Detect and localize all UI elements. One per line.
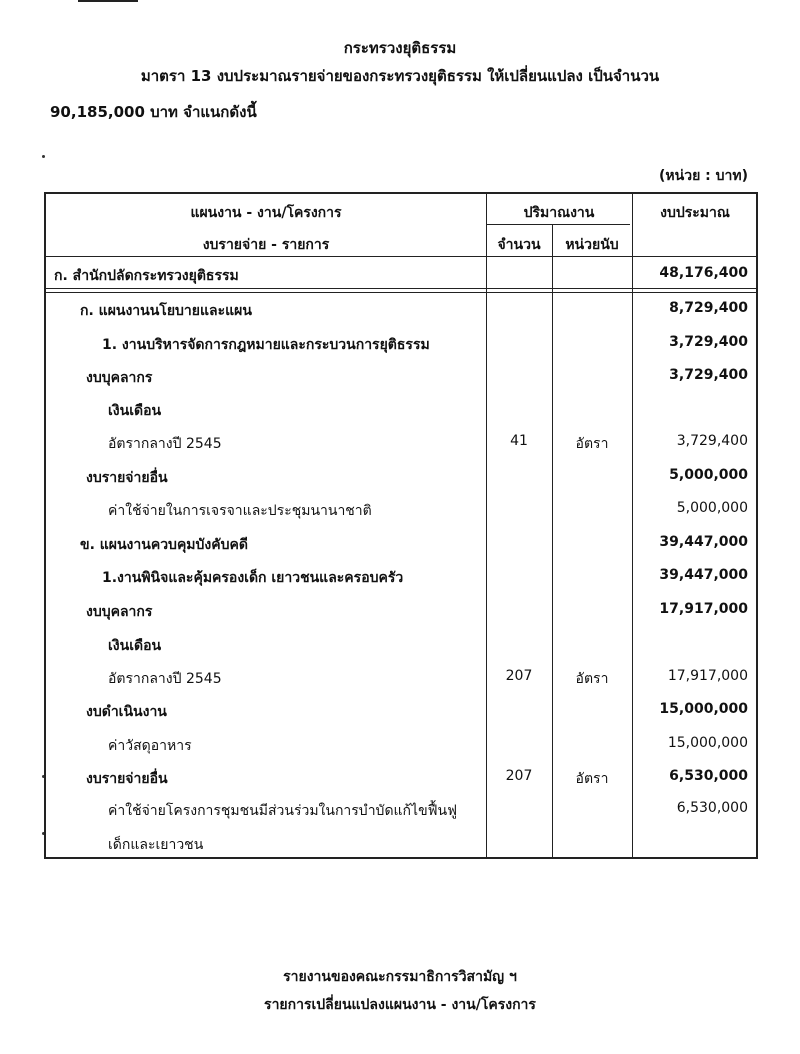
header-divider <box>486 224 630 225</box>
row-label: ค่าวัสดุอาหาร <box>108 738 192 754</box>
row-label: ค่าใช้จ่ายโครงการชุมชนมีส่วนร่วมในการบำบัดแก้ไขฟื้นฟู <box>108 803 458 819</box>
row-label: 1. งานบริหารจัดการกฎหมายและกระบวนการยุติธรรม <box>102 337 430 353</box>
summary-label: ก. สำนักปลัดกระทรวงยุติธรรม <box>54 268 239 284</box>
row-unit: อัตรา <box>575 436 609 452</box>
header-quantity: จำนวน <box>497 237 541 253</box>
row-label: อัตรากลางปี 2545 <box>108 671 222 687</box>
budget-table <box>44 192 758 859</box>
row-label: งบบุคลากร <box>86 604 153 620</box>
header-plan-project: แผนงาน - งาน/โครงการ <box>190 205 342 221</box>
summary-bottom-rule <box>46 288 756 289</box>
summary-bottom-rule-double <box>46 292 756 293</box>
column-divider <box>486 194 487 857</box>
row-label: งบรายจ่ายอื่น <box>86 771 168 787</box>
row-amount: 6,530,000 <box>669 768 748 784</box>
row-quantity: 207 <box>505 768 533 784</box>
row-label: อัตรากลางปี 2545 <box>108 436 222 452</box>
row-quantity: 41 <box>510 433 528 449</box>
row-label: เงินเดือน <box>108 403 162 419</box>
row-amount: 17,917,000 <box>667 668 748 684</box>
row-unit: อัตรา <box>575 671 609 687</box>
scan-speck <box>42 155 45 158</box>
row-label: ก. แผนงานนโยบายและแผน <box>80 303 252 319</box>
section-heading: มาตรา 13 งบประมาณรายจ่ายของกระทรวงยุติธรรม ให้เปลี่ยนแปลง เป็นจำนวน <box>140 67 660 85</box>
ministry-heading: กระทรวงยุติธรรม <box>343 39 457 57</box>
column-divider <box>632 194 633 857</box>
row-amount: 17,917,000 <box>659 601 748 617</box>
row-label: 1.งานพินิจและคุ้มครองเด็ก เยาวชนและครอบครัว <box>102 570 404 586</box>
row-label: งบรายจ่ายอื่น <box>86 470 168 486</box>
summary-amount: 48,176,400 <box>659 265 748 281</box>
row-label: งบบุคลากร <box>86 370 153 386</box>
row-label: เด็กและเยาวชน <box>108 837 204 853</box>
row-amount: 8,729,400 <box>669 300 748 316</box>
header-budget: งบประมาณ <box>660 205 730 221</box>
total-amount-heading: 90,185,000 บาท จำแนกดังนี้ <box>50 103 257 121</box>
row-amount: 15,000,000 <box>667 735 748 751</box>
row-amount: 3,729,400 <box>669 334 748 350</box>
row-amount: 5,000,000 <box>669 467 748 483</box>
row-label: ค่าใช้จ่ายในการเจรจาและประชุมนานาชาติ <box>108 503 372 519</box>
column-divider <box>552 224 553 857</box>
top-rule <box>78 0 138 2</box>
row-amount: 6,530,000 <box>676 800 748 816</box>
footer-committee-report: รายงานของคณะกรรมาธิการวิสามัญ ฯ <box>283 969 517 985</box>
header-unit: หน่วยนับ <box>565 237 619 253</box>
header-bottom-rule <box>46 256 756 257</box>
footer-change-list: รายการเปลี่ยนแปลงแผนงาน - งาน/โครงการ <box>264 997 536 1013</box>
row-quantity: 207 <box>505 668 533 684</box>
row-amount: 15,000,000 <box>659 701 748 717</box>
row-amount: 3,729,400 <box>669 367 748 383</box>
row-amount: 39,447,000 <box>659 567 748 583</box>
row-amount: 3,729,400 <box>676 433 748 449</box>
header-workload: ปริมาณงาน <box>523 205 595 221</box>
row-unit: อัตรา <box>575 771 609 787</box>
row-label: เงินเดือน <box>108 638 162 654</box>
unit-note: (หน่วย : บาท) <box>659 168 748 184</box>
row-label: ข. แผนงานควบคุมบังคับคดี <box>80 537 248 553</box>
header-expense-item: งบรายจ่าย - รายการ <box>202 237 330 253</box>
row-label: งบดำเนินงาน <box>86 704 167 720</box>
row-amount: 39,447,000 <box>659 534 748 550</box>
row-amount: 5,000,000 <box>676 500 748 516</box>
